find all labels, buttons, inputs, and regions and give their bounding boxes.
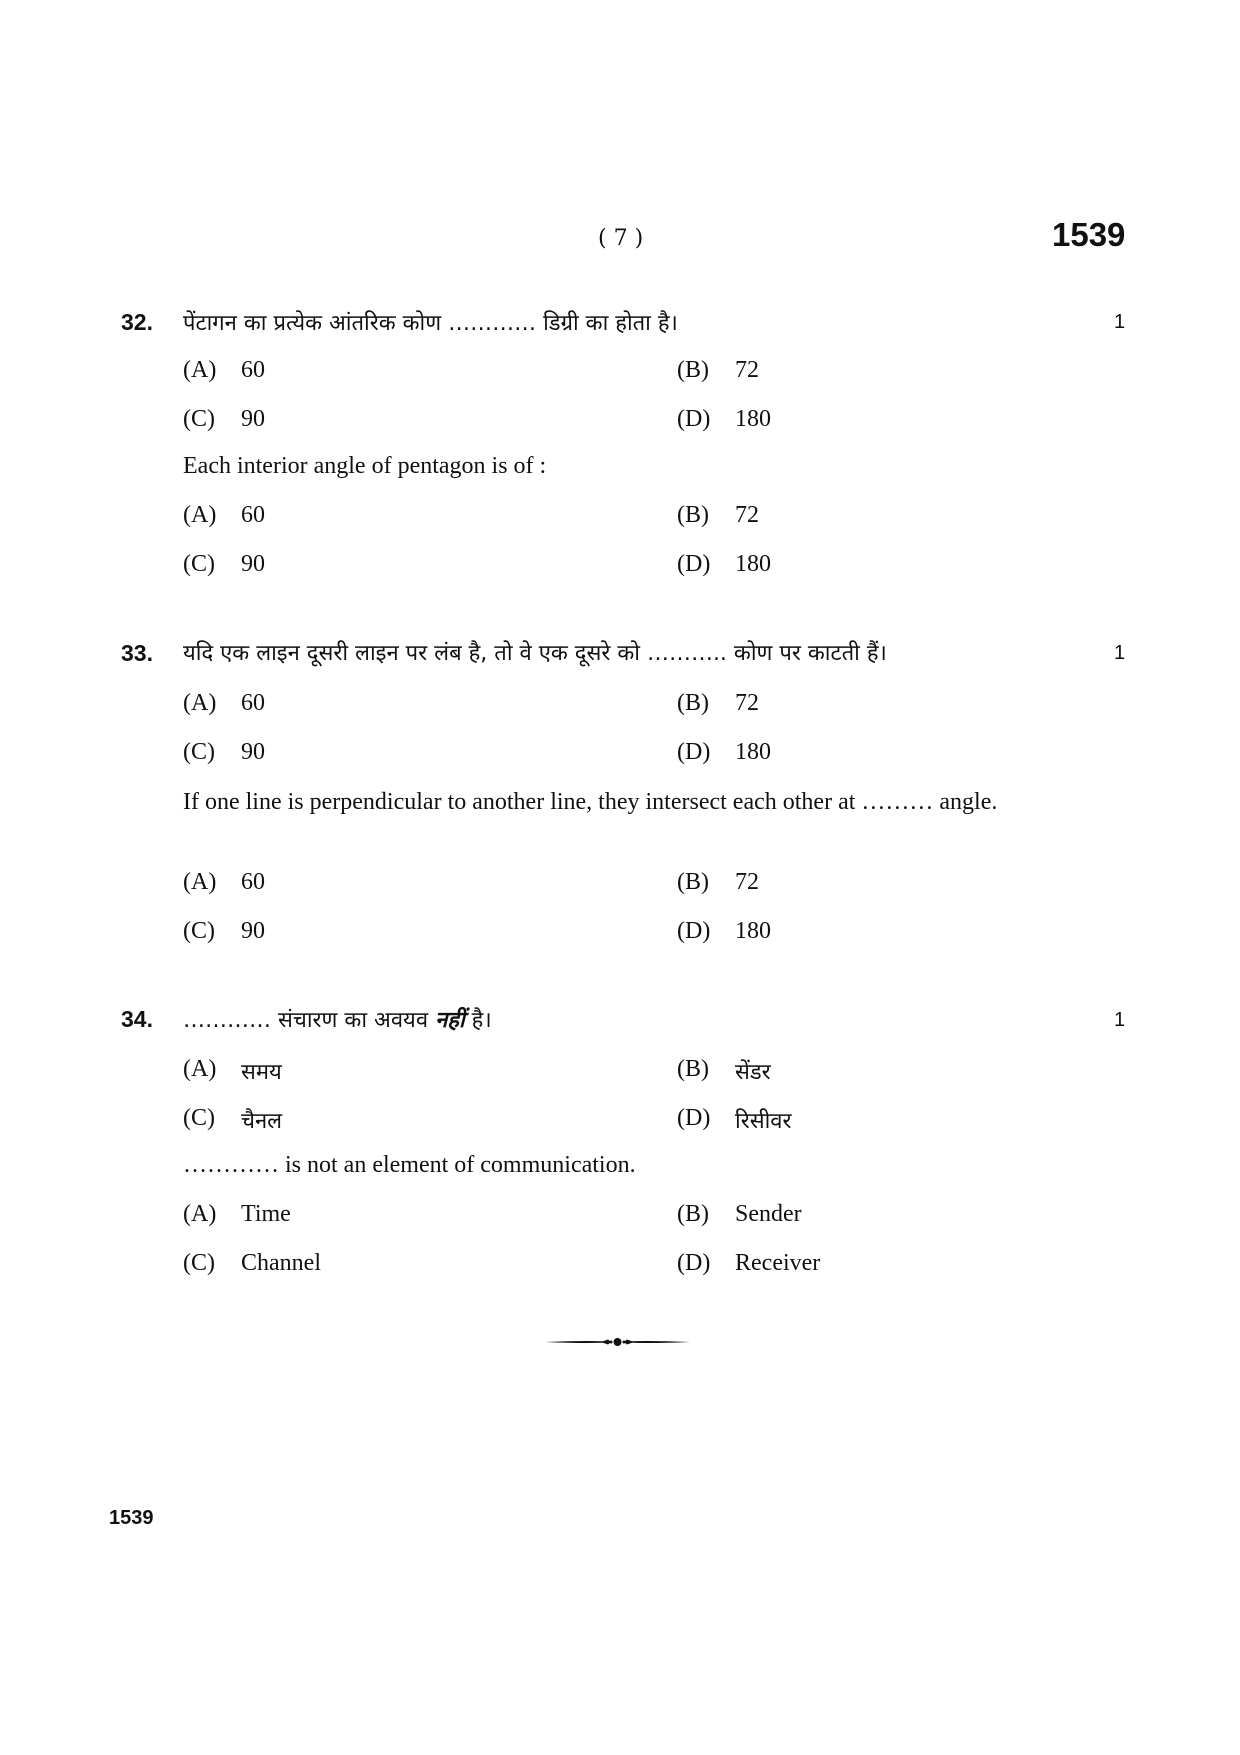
option-letter: (D) [677, 406, 711, 432]
option-text: Time [241, 1201, 291, 1227]
option-text: समय [241, 1060, 282, 1085]
question-number: 34. [121, 1006, 153, 1032]
question-number: 33. [121, 640, 153, 666]
question-hindi-suffix: है। [471, 1008, 492, 1033]
question-number: 32. [121, 309, 153, 335]
option-text: 60 [241, 869, 265, 895]
option-text: 72 [735, 502, 759, 528]
option-text: सेंडर [735, 1060, 771, 1085]
option-text: 90 [241, 551, 265, 577]
option-letter: (C) [183, 739, 215, 765]
end-ornament-icon [545, 1335, 690, 1349]
option-text: 180 [735, 551, 771, 577]
question-hindi-text: पेंटागन का प्रत्येक आंतरिक कोण ………… डिग्री का होता है। [183, 311, 678, 336]
paper-code-header: 1539 [1052, 216, 1126, 253]
option-letter: (C) [183, 406, 215, 432]
option-text: 90 [241, 918, 265, 944]
option-text: Sender [735, 1201, 802, 1227]
option-letter: (D) [677, 739, 711, 765]
option-letter: (D) [677, 551, 711, 577]
question-english-text: Each interior angle of pentagon is of : [183, 453, 547, 479]
option-text: 180 [735, 739, 771, 765]
option-text: 60 [241, 690, 265, 716]
option-text: 90 [241, 739, 265, 765]
question-english-text: If one line is perpendicular to another line, they intersect each other at ……… angle. [183, 789, 998, 815]
option-text: 72 [735, 357, 759, 383]
option-text: रिसीवर [735, 1109, 792, 1134]
paper-code-footer: 1539 [109, 1507, 154, 1529]
option-letter: (C) [183, 1250, 215, 1276]
option-text: Receiver [735, 1250, 821, 1276]
question-hindi-prefix: ………… संचारण का अवयव [183, 1008, 429, 1033]
question-hindi-text [183, 1004, 492, 1034]
option-letter: (D) [677, 918, 711, 944]
option-letter: (B) [677, 690, 709, 716]
option-letter: (C) [183, 1105, 215, 1131]
option-letter: (C) [183, 551, 215, 577]
option-letter: (C) [183, 918, 215, 944]
option-letter: (D) [677, 1250, 711, 1276]
option-letter: (B) [677, 357, 709, 383]
question-marks: 1 [1114, 1009, 1126, 1031]
option-letter: (A) [183, 357, 217, 383]
question-hindi-text: यदि एक लाइन दूसरी लाइन पर लंब है, तो वे एक दूसरे को ……….. कोण पर काटती हैं। [183, 641, 887, 666]
question-english-text: ………… is not an element of communication. [183, 1152, 636, 1178]
option-text: चैनल [241, 1109, 283, 1134]
question-hindi-emphasis: नहीं [435, 1008, 465, 1033]
option-letter: (B) [677, 869, 709, 895]
question-marks: 1 [1114, 311, 1126, 333]
option-text: 60 [241, 502, 265, 528]
option-letter: (B) [677, 502, 709, 528]
option-letter: (A) [183, 869, 217, 895]
option-letter: (A) [183, 690, 217, 716]
option-letter: (A) [183, 1201, 217, 1227]
option-text: 180 [735, 918, 771, 944]
option-text: 180 [735, 406, 771, 432]
question-marks: 1 [1114, 642, 1126, 664]
page-number: ( 7 ) [598, 226, 644, 251]
option-text: 90 [241, 406, 265, 432]
option-letter: (A) [183, 1056, 217, 1082]
option-letter: (D) [677, 1105, 711, 1131]
option-letter: (B) [677, 1056, 709, 1082]
option-text: 60 [241, 357, 265, 383]
option-text: 72 [735, 869, 759, 895]
option-text: Channel [241, 1250, 321, 1276]
option-letter: (A) [183, 502, 217, 528]
option-text: 72 [735, 690, 759, 716]
option-letter: (B) [677, 1201, 709, 1227]
